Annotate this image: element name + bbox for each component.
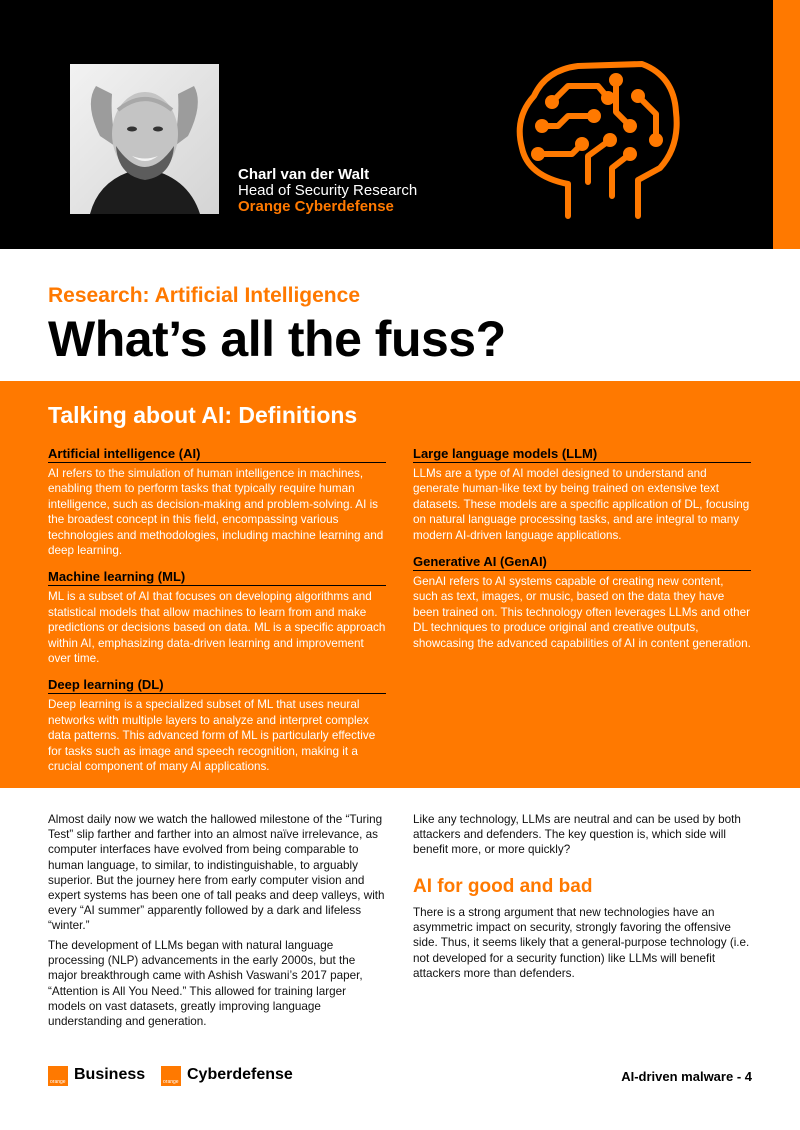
orange-logo-square: orange [161, 1066, 181, 1086]
author-name: Charl van der Walt [238, 166, 370, 183]
definition-text-genai: GenAI refers to AI systems capable of creating new content, such as text, images, or music, based on the data they have been trained on. This technology often leverages LLMs and other DL techniques to produce original and creative outputs, showcasing the advanced capabilities of AI in content generation. [413, 575, 751, 650]
brand-cyberdefense: Cyberdefense [187, 1066, 293, 1083]
brand-business: Business [74, 1066, 146, 1083]
definition-term-dl: Deep learning (DL) [48, 677, 386, 694]
body-paragraph-4: There is a strong argument that new technologies have an asymmetric impact on security, strongly favoring the offensive side. Thus, it seems likely that a general-purpose technology (i.e. not developed for a security function) like LLMs will benefit attackers more than defenders. [413, 906, 750, 980]
circuit-brain-icon [512, 56, 684, 226]
definitions-heading: Talking about AI: Definitions [48, 402, 358, 428]
article-title: What’s all the fuss? [48, 311, 506, 367]
definition-term-llm: Large language models (LLM) [413, 446, 751, 463]
definition-text-ai: AI refers to the simulation of human intelligence in machines, enabling them to perform tasks that typically require human intelligence, such as decision-making and problem-solving. AI is the broadest concept in this field, encompassing various technologies and methodologies, including machine learning and deep learning. [48, 467, 384, 558]
accent-strip [773, 0, 800, 249]
body-paragraph-2: The development of LLMs began with natural language processing (NLP) advancements in the early 2000s, but the major breakthrough came with Ashish Vaswani’s 2017 paper, “Attention is All You Need.” This allowed for training larger models on vast datasets, greatly improving language understanding and generation. [48, 939, 363, 1029]
author-role: Head of Security Research [238, 182, 418, 199]
author-org: Orange Cyberdefense [238, 198, 394, 215]
definition-term-genai: Generative AI (GenAI) [413, 554, 751, 571]
body-paragraph-1: Almost daily now we watch the hallowed milestone of the “Turing Test” slip farther and farther into an almost naïve irrelevance, as computer interfaces have evolved from being comparable to human language, to similar, to indistinguishable, to arguably superior. But the journey here from early computer vision and expert systems has been one of tall peaks and deep valleys, with every “AI summer” apparently followed by a dark and lifeless “winter.” [48, 813, 385, 933]
definition-term-ai: Artificial intelligence (AI) [48, 446, 386, 463]
definition-text-dl: Deep learning is a specialized subset of ML that uses neural networks with multiple layers to analyze and interpret complex data patterns. This advanced form of ML is particularly effective for tasks such as image and speech recognition, making it a crucial component of many AI applications. [48, 698, 376, 774]
author-photo [70, 64, 219, 214]
author-block [238, 167, 417, 215]
definition-text-ml: ML is a subset of AI that focuses on developing algorithms and statistical models that allow machines to learn from and make predictions or decisions based on data. ML is a specific approach within AI, emphasizing data-driven learning and improvement over time. [48, 590, 386, 666]
section-heading-good-bad: AI for good and bad [413, 876, 593, 897]
definitions-right-column [413, 446, 751, 651]
body-paragraph-3: Like any technology, LLMs are neutral and can be used by both attackers and defenders. The key question is, which side will benefit more, or more quickly? [413, 813, 741, 857]
definition-text-llm: LLMs are a type of AI model designed to understand and generate human-like text by being trained on extensive text datasets. These models are a specific application of DL, focusing on natural language processing tasks, and are integral to many modern AI-driven language applications. [413, 467, 750, 542]
definitions-left-column [48, 446, 386, 775]
page-info: AI-driven malware - 4 [621, 1069, 752, 1084]
definition-term-ml: Machine learning (ML) [48, 569, 386, 586]
orange-logo-square: orange [48, 1066, 68, 1086]
article-kicker: Research: Artificial Intelligence [48, 284, 360, 307]
